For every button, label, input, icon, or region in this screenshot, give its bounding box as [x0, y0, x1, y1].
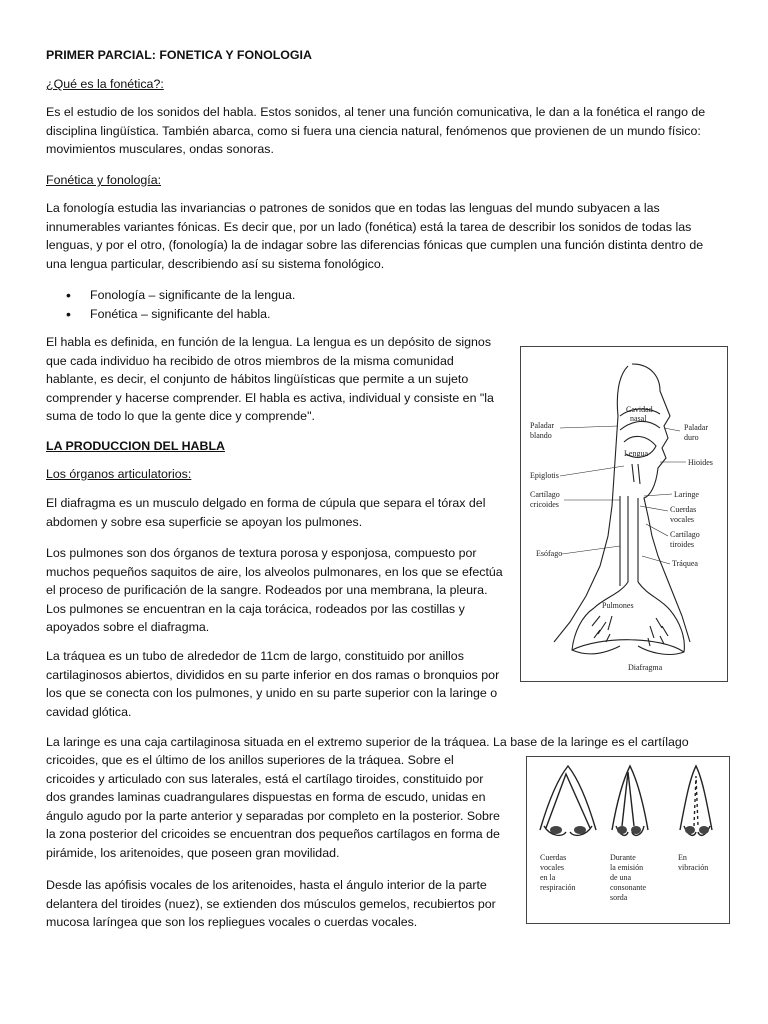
bullet-list	[46, 286, 295, 323]
caption-vibracion-1: En	[678, 853, 687, 862]
caption-consonante-1: Durante	[610, 853, 636, 862]
caption-respiracion-4: respiración	[540, 883, 576, 892]
label-cartilago-tiroides: Cartílago	[670, 530, 700, 539]
heading-fonetica-fonologia: Fonética y fonología:	[46, 173, 162, 187]
label-tiroides: tiroides	[670, 540, 694, 549]
label-nasal: nasal	[630, 414, 647, 423]
label-vocales: vocales	[670, 515, 694, 524]
label-esofago: Esófago	[536, 549, 563, 558]
caption-respiracion-1: Cuerdas	[540, 853, 567, 862]
paragraph-pulmones: Los pulmones son dos órganos de textura porosa y esponjosa, compuesto por muchos pequeños saquitos de aire, los alveolos pulmonares, en los que se efectúa el proceso de purificación de la sangre. Rodeados por una membrana, la pleura. Los pulmones se encuentran en la caja torácica, rodeados por las costillas y apoyados sobre el diafragma.	[46, 546, 503, 635]
list-item: • Fonética – significante del habla.	[46, 305, 295, 324]
paragraph-diafragma: El diafragma es un musculo delgado en forma de cúpula que separa el tórax del abdomen y sobre esa superficie se apoyan los pulmones.	[46, 496, 486, 529]
paragraph-traquea: La tráquea es un tubo de alrededor de 11cm de largo, constituido por anillos cartilaginosos abiertos, divididos en su parte inferior en dos ramas o bronquios por los que se conecta con los pulmones, y unido en su parte superior con la laringe o cavidad glótica.	[46, 649, 500, 719]
label-cavidad-nasal: Cavidad	[626, 405, 653, 414]
paragraph-fonetica-definition: Es el estudio de los sonidos del habla. Estos sonidos, al tener una función comunicativa, le dan a la fonética el rango de disciplina lingüística. También abarca, como si fuera una ciencia natural, fenómenos que provienen de un mundo físico: movimientos musculares, ondas sonoras.	[46, 105, 706, 157]
paragraph-laringe-first-line: La laringe es una caja cartilaginosa situada en el extremo superior de la tráquea. La base de la laringe es el cartílago	[46, 735, 689, 749]
label-pulmones: Pulmones	[602, 601, 634, 610]
caption-vibracion-2: vibración	[678, 863, 709, 872]
label-paladar-blando: Paladar	[530, 421, 554, 430]
label-laringe: Laringe	[674, 490, 699, 499]
label-cricoides: cricoides	[530, 500, 559, 509]
label-paladar-duro: Paladar	[684, 423, 708, 432]
label-epiglotis: Epiglotis	[530, 471, 559, 480]
heading-organos-articulatorios: Los órganos articulatorios:	[46, 467, 192, 481]
vocal-tract-figure	[520, 346, 728, 682]
caption-consonante-4: consonante	[610, 883, 646, 892]
label-traquea: Tráquea	[672, 559, 698, 568]
page-title: PRIMER PARCIAL: FONETICA Y FONOLOGIA	[46, 48, 312, 62]
label-blando: blando	[530, 431, 552, 440]
label-cartilago-cricoides: Cartílago	[530, 490, 560, 499]
heading-produccion-habla: LA PRODUCCION DEL HABLA	[46, 439, 225, 453]
caption-consonante-3: de una	[610, 873, 632, 882]
paragraph-fonologia: La fonología estudia las invariancias o patrones de sonidos que en todas las lenguas del mundo subyacen a las innumerables variantes fónicas. Es decir que, por un lado (fonética) está la tarea de describir los sonidos de todas las lenguas, y por el otro, (fonología) la de indagar sobre las diferencias fónicas que cumplen una función distinta dentro de una lengua particular, describiendo así su sistema fonológico.	[46, 201, 704, 271]
caption-respiracion-2: vocales	[540, 863, 564, 872]
label-duro: duro	[684, 433, 699, 442]
caption-respiracion-3: en la	[540, 873, 556, 882]
paragraph-cuerdas-vocales: Desde las apófisis vocales de los aritenoides, hasta el ángulo interior de la parte delantera del tiroides (nuez), se extienden dos músculos gemelos, recubiertos por mucosa laríngea que son los repliegues vocales o cuerdas vocales.	[46, 878, 496, 930]
label-cuerdas-vocales: Cuerdas	[670, 505, 697, 514]
caption-consonante-5: sorda	[610, 893, 628, 902]
label-diafragma: Diafragma	[628, 663, 663, 672]
vocal-cords-figure	[526, 756, 730, 924]
label-hioides: Hioides	[688, 458, 713, 467]
label-lengua: Lengua	[624, 449, 648, 458]
paragraph-habla: El habla es definida, en función de la lengua. La lengua es un depósito de signos que cada individuo ha recibido de otros miembros de la misma comunidad hablante, es decir, el conjunto de hábitos lingüísticas que permite a un sujeto comprender y hacerse comprender. El habla es activa, individual y consiste en "la suma de todo lo que la gente dice y comprende".	[46, 335, 494, 424]
list-item: • Fonología – significante de la lengua.	[46, 286, 295, 305]
paragraph-laringe: cricoides, que es el último de los anillos superiores de la tráquea. Sobre el cricoides y articulado con sus laterales, está el cartílago tiroides, constituido por dos grandes laminas cuadrangulares dispuestas en forma de escudo, unidas en ángulo agudo por la parte anterior y separadas por completo en la posterior. Sobre la zona posterior del cricoides se encuentran dos pequeños cartílagos en forma de pirámide, los aritenoides, que poseen gran movilidad.	[46, 753, 500, 860]
caption-consonante-2: la emisión	[610, 863, 644, 872]
heading-que-es-fonetica: ¿Qué es la fonética?:	[46, 77, 164, 91]
